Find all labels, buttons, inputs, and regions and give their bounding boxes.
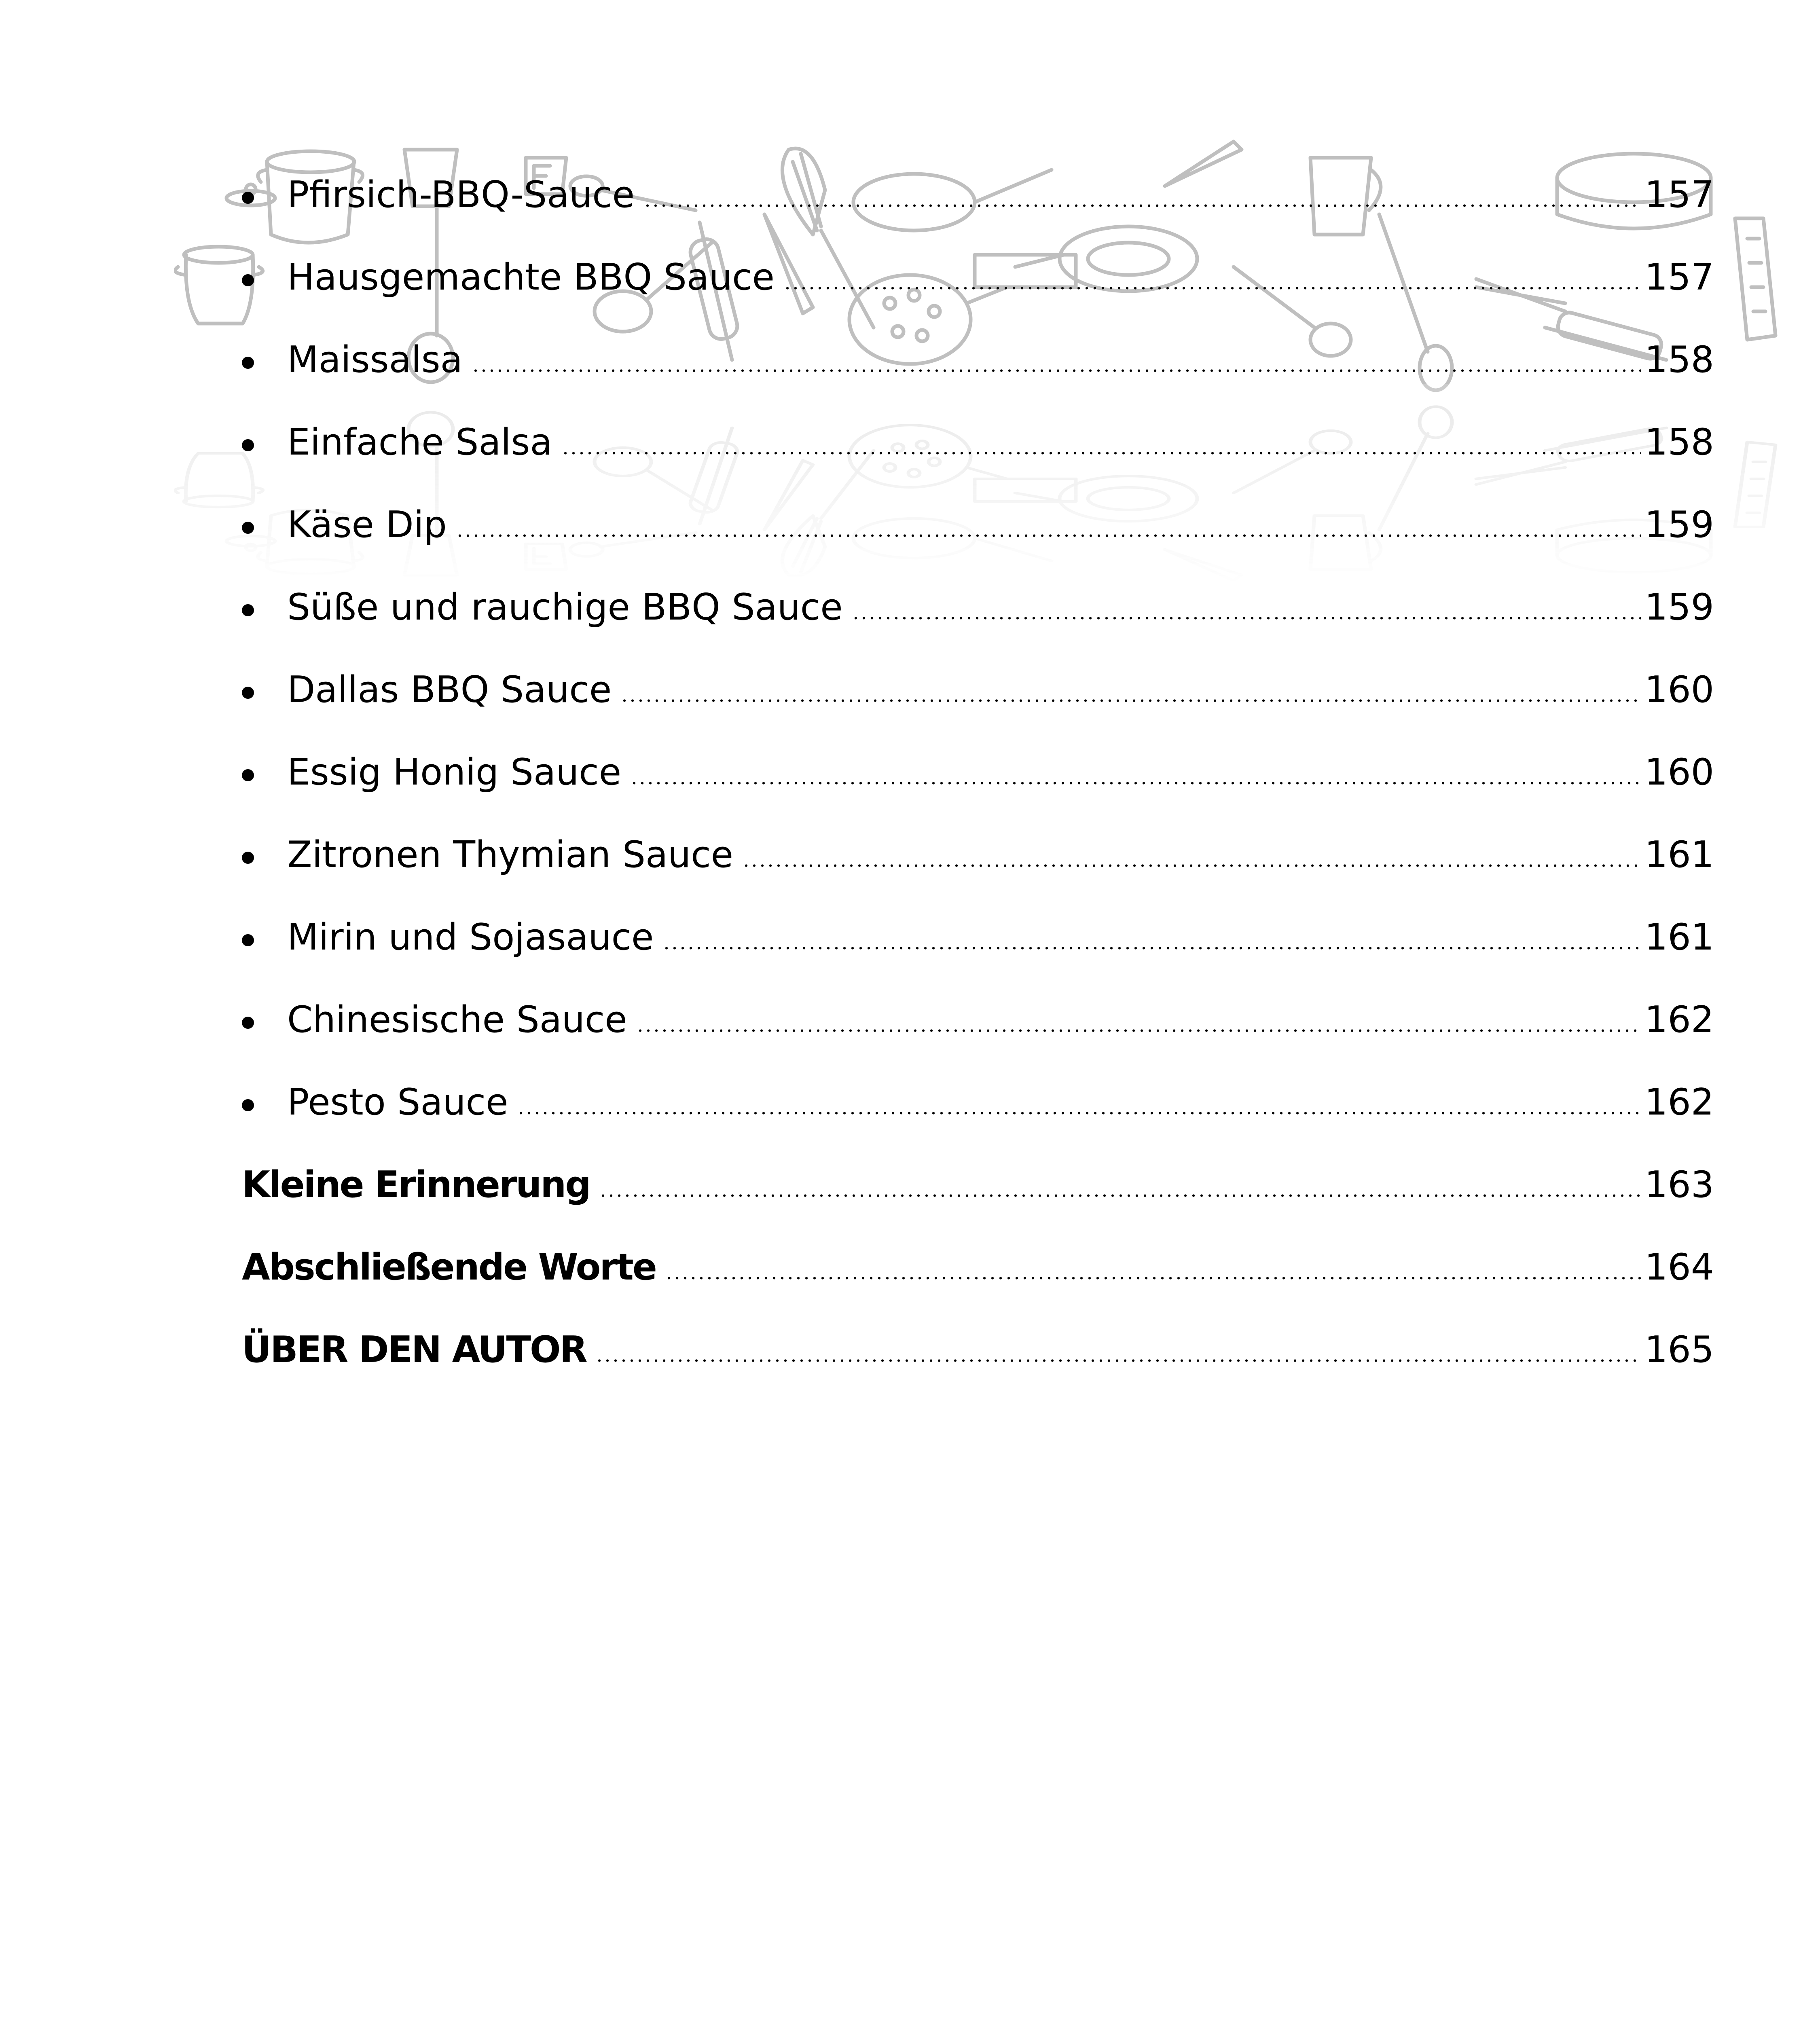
dot-leader xyxy=(472,319,1641,401)
toc-entry-page: 158 xyxy=(1644,338,1714,381)
toc-entry-title: Zitronen Thymian Sauce xyxy=(287,833,734,876)
toc-chapter-title: Abschließende Worte xyxy=(242,1246,656,1288)
toc-entry-title: Käse Dip xyxy=(287,503,447,546)
dot-leader xyxy=(665,1226,1641,1309)
toc-entry-title: Pfirsich-BBQ-Sauce xyxy=(287,173,635,216)
toc-entry-title: Essig Honig Sauce xyxy=(287,751,622,793)
dot-leader xyxy=(742,814,1641,896)
toc-entry[interactable] xyxy=(242,401,1714,484)
bullet-icon xyxy=(242,439,254,451)
toc-entry-page: 160 xyxy=(1644,668,1714,711)
dot-leader xyxy=(620,649,1641,731)
bullet-icon xyxy=(242,1017,254,1029)
toc-entry-page: 157 xyxy=(1644,173,1714,216)
toc-chapter-entry[interactable] xyxy=(242,1226,1714,1309)
bullet-icon xyxy=(242,192,254,204)
dot-leader xyxy=(456,484,1641,566)
bullet-icon xyxy=(242,604,254,616)
bullet-icon xyxy=(242,1099,254,1111)
toc-entry[interactable] xyxy=(242,814,1714,896)
toc-entry-page: 162 xyxy=(1644,1081,1714,1123)
toc-chapter-entry[interactable] xyxy=(242,1309,1714,1391)
toc-entry-page: 159 xyxy=(1644,503,1714,546)
toc-entry[interactable] xyxy=(242,319,1714,401)
toc-entry-title: Maissalsa xyxy=(287,338,463,381)
dot-leader xyxy=(643,154,1641,236)
dot-leader xyxy=(783,236,1641,319)
toc-chapter-title: ÜBER DEN AUTOR xyxy=(242,1328,586,1371)
toc-entry[interactable] xyxy=(242,236,1714,319)
toc-entry-title: Hausgemachte BBQ Sauce xyxy=(287,256,775,298)
toc-entry[interactable] xyxy=(242,1061,1714,1144)
toc-entry-page: 162 xyxy=(1644,998,1714,1041)
toc-entry[interactable] xyxy=(242,484,1714,566)
dot-leader xyxy=(636,979,1641,1061)
toc-entry[interactable] xyxy=(242,649,1714,731)
toc-entry-page: 161 xyxy=(1644,833,1714,876)
toc-entry-page: 157 xyxy=(1644,256,1714,298)
dot-leader xyxy=(561,401,1642,484)
bullet-icon xyxy=(242,274,254,286)
bullet-icon xyxy=(242,769,254,781)
bullet-icon xyxy=(242,357,254,369)
toc-entry-title: Mirin und Sojasauce xyxy=(287,916,654,958)
toc-entry[interactable] xyxy=(242,731,1714,814)
toc-entry-page: 159 xyxy=(1644,586,1714,628)
toc-entry-page: 161 xyxy=(1644,916,1714,958)
dot-leader xyxy=(517,1061,1641,1144)
toc-chapter-entry[interactable] xyxy=(242,1144,1714,1226)
bullet-icon xyxy=(242,687,254,699)
toc-entry-page: 158 xyxy=(1644,421,1714,463)
toc-entry[interactable] xyxy=(242,566,1714,649)
toc-entry[interactable] xyxy=(242,896,1714,979)
bullet-icon xyxy=(242,852,254,864)
toc-chapter-page: 164 xyxy=(1644,1246,1714,1288)
dot-leader xyxy=(595,1309,1641,1391)
bullet-icon xyxy=(242,934,254,946)
toc-entry-title: Pesto Sauce xyxy=(287,1081,508,1123)
toc-entry[interactable] xyxy=(242,154,1714,236)
toc-chapter-title: Kleine Erinnerung xyxy=(242,1163,590,1206)
dot-leader xyxy=(599,1144,1641,1226)
toc-entry-title: Süße und rauchige BBQ Sauce xyxy=(287,586,843,628)
toc-entry-title: Einfache Salsa xyxy=(287,421,552,463)
toc-chapter-page: 165 xyxy=(1644,1328,1714,1371)
dot-leader xyxy=(630,731,1641,814)
toc-entry[interactable] xyxy=(242,979,1714,1061)
toc-entry-title: Dallas BBQ Sauce xyxy=(287,668,612,711)
bullet-icon xyxy=(242,522,254,534)
dot-leader xyxy=(852,566,1642,649)
table-of-contents xyxy=(242,154,1714,1391)
dot-leader xyxy=(662,896,1641,979)
toc-chapter-page: 163 xyxy=(1644,1163,1714,1206)
toc-entry-title: Chinesische Sauce xyxy=(287,998,627,1041)
toc-entry-page: 160 xyxy=(1644,751,1714,793)
